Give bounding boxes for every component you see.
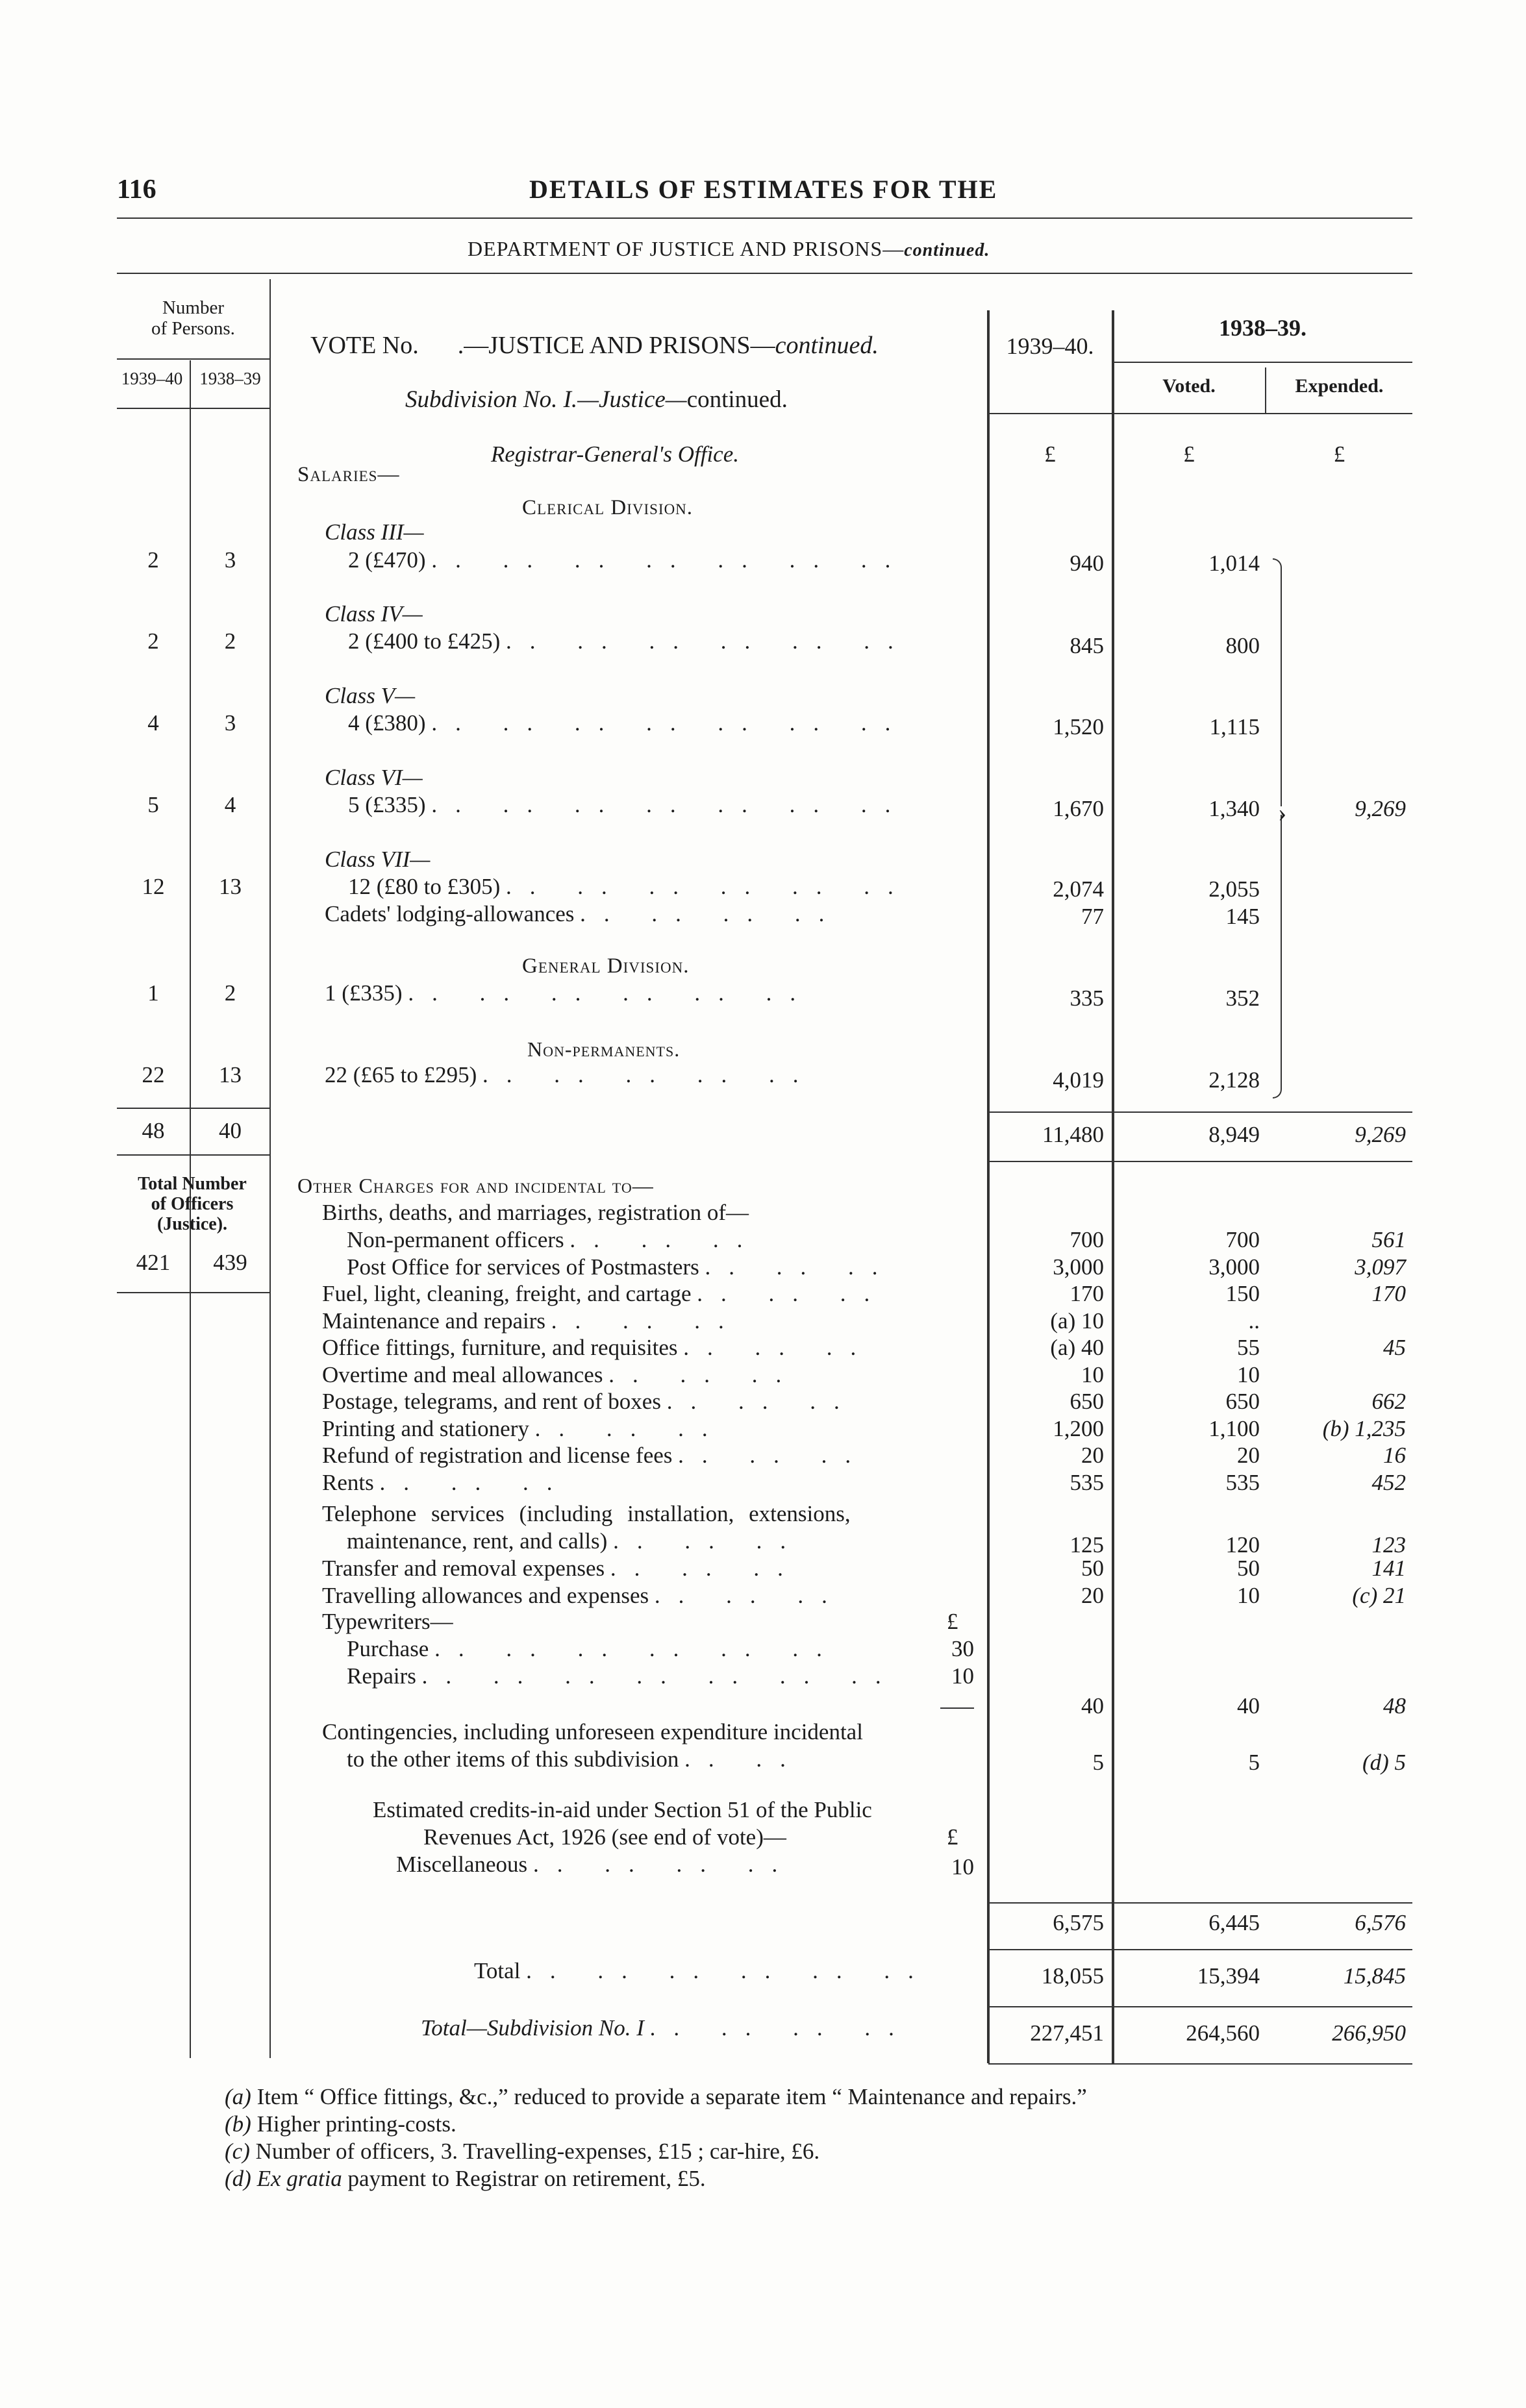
credits-amount: 10 bbox=[951, 1854, 974, 1880]
total-exp: 15,845 bbox=[1343, 1963, 1406, 1989]
subdivision-total-voted: 264,560 bbox=[1186, 2020, 1260, 2046]
row-v40: 1,200 bbox=[1053, 1415, 1104, 1441]
currency-1939: £ bbox=[1044, 441, 1056, 467]
clerical-division: Clerical Division. bbox=[522, 496, 694, 519]
salaries-total-p39: 40 bbox=[219, 1118, 242, 1143]
salaries-total-rule-money bbox=[988, 1111, 1412, 1113]
subdivision-total-exp: 266,950 bbox=[1332, 2020, 1406, 2046]
class-iii-p39: 3 bbox=[224, 547, 236, 573]
class-iv-desc: 2 (£400 to £425) .. .. .. .. .. .. bbox=[348, 628, 912, 654]
class-v-desc: 4 (£380) .. .. .. .. .. .. .. bbox=[348, 710, 909, 736]
officers-rule bbox=[117, 1292, 269, 1293]
credits-desc-1: Estimated credits-in-aid under Section 51 of the Public bbox=[373, 1797, 872, 1822]
class-iv-v40: 845 bbox=[1069, 633, 1104, 658]
typewriters-exp: 48 bbox=[1383, 1693, 1406, 1719]
repairs-amount: 10 bbox=[951, 1663, 974, 1689]
row-expended: (c) 21 bbox=[1352, 1582, 1406, 1608]
general-v40: 335 bbox=[1069, 986, 1104, 1011]
persons-year-1939: 1939–40 bbox=[121, 369, 183, 388]
page-number: 116 bbox=[117, 175, 156, 205]
vote-title: VOTE No. .—JUSTICE AND PRISONS—continued. bbox=[310, 332, 879, 359]
row-expended: 662 bbox=[1371, 1389, 1406, 1414]
row-desc: Postage, telegrams, and rent of boxes .. .. .. bbox=[322, 1389, 858, 1414]
class-iii-desc: 2 (£470) .. .. .. .. .. .. .. bbox=[348, 547, 909, 573]
credits-currency: £ bbox=[947, 1824, 958, 1850]
class-vii-v40: 2,074 bbox=[1053, 876, 1104, 902]
class-vii-label: Class VII— bbox=[325, 847, 431, 872]
row-v40: 10 bbox=[1081, 1361, 1104, 1387]
running-title: DETAILS OF ESTIMATES FOR THE bbox=[529, 175, 998, 204]
persons-head-rule bbox=[117, 358, 269, 360]
subdivision-total-v40: 227,451 bbox=[1030, 2020, 1104, 2046]
nonperm-voted: 2,128 bbox=[1208, 1067, 1260, 1093]
salaries-total-p40: 48 bbox=[142, 1118, 165, 1143]
row-v40: (a) 10 bbox=[1050, 1308, 1104, 1334]
general-desc: 1 (£335) .. .. .. .. .. .. bbox=[325, 980, 814, 1006]
births-heading: Births, deaths, and marriages, registration of— bbox=[322, 1200, 749, 1225]
department-title: DEPARTMENT OF JUSTICE AND PRISONS—continued. bbox=[468, 237, 990, 260]
row-v40: 535 bbox=[1069, 1469, 1104, 1495]
row-v40: 50 bbox=[1081, 1556, 1104, 1581]
class-iv-p40: 2 bbox=[147, 628, 159, 654]
contingencies-exp: (d) 5 bbox=[1362, 1750, 1406, 1775]
class-vi-label: Class VI— bbox=[325, 765, 423, 790]
oc-sum-rule bbox=[988, 1902, 1412, 1904]
class-vi-voted: 1,340 bbox=[1208, 796, 1260, 821]
nonperm-desc: 22 (£65 to £295) .. .. .. .. .. bbox=[325, 1062, 817, 1087]
row-desc: Fuel, light, cleaning, freight, and cartage .. .. .. bbox=[322, 1281, 888, 1306]
class-vi-p40: 5 bbox=[147, 792, 159, 817]
class-vi-desc: 5 (£335) .. .. .. .. .. .. .. bbox=[348, 792, 909, 817]
class-vii-p40: 12 bbox=[142, 874, 165, 899]
typewriters-currency: £ bbox=[947, 1609, 958, 1634]
footnote-a: (a) Item “ Office fittings, &c.,” reduced to provide a separate item “ Maintenance and repairs.” bbox=[225, 2084, 1087, 2109]
row-v40: 700 bbox=[1069, 1227, 1104, 1252]
cadets-voted: 145 bbox=[1225, 904, 1260, 929]
class-v-label: Class V— bbox=[325, 683, 416, 708]
row-voted: 3,000 bbox=[1208, 1254, 1260, 1280]
money-head-rule bbox=[988, 413, 1412, 414]
col-voted-head: Voted. bbox=[1162, 375, 1216, 397]
salaries-total-rule-persons bbox=[117, 1108, 269, 1109]
general-p40: 1 bbox=[147, 980, 159, 1006]
credits-desc-2: Revenues Act, 1926 (see end of vote)— bbox=[423, 1824, 786, 1850]
expended-brace-bottom bbox=[1273, 815, 1282, 1098]
footnote-d: (d) Ex gratia payment to Registrar on retirement, £5. bbox=[225, 2166, 706, 2191]
class-vii-voted: 2,055 bbox=[1208, 876, 1260, 902]
persons-head-rule-2 bbox=[117, 408, 269, 409]
general-voted: 352 bbox=[1225, 986, 1260, 1011]
oc-sum-rule-2 bbox=[988, 1949, 1412, 1950]
salaries-total-expended: 9,269 bbox=[1355, 1122, 1406, 1147]
row-voted: 20 bbox=[1237, 1443, 1260, 1468]
table-top-rule bbox=[117, 273, 1412, 274]
contingencies-voted: 5 bbox=[1248, 1750, 1260, 1775]
officers-n39: 439 bbox=[213, 1250, 247, 1275]
row-v40: 170 bbox=[1069, 1281, 1104, 1306]
col-expended-head: Expended. bbox=[1295, 375, 1384, 397]
currency-expended: £ bbox=[1333, 441, 1345, 467]
registrar-office: Registrar-General's Office. bbox=[491, 441, 739, 467]
year38-rule bbox=[1113, 362, 1412, 363]
row-expended: 561 bbox=[1371, 1227, 1406, 1252]
row-v40: 3,000 bbox=[1053, 1254, 1104, 1280]
class-iii-voted: 1,014 bbox=[1208, 551, 1260, 576]
row-desc: Office fittings, furniture, and requisites .. .. .. bbox=[322, 1335, 875, 1360]
total-rule bbox=[988, 2006, 1412, 2007]
typewriters-rule bbox=[940, 1707, 974, 1709]
class-iii-v40: 940 bbox=[1069, 551, 1104, 576]
row-desc: Rents .. .. .. bbox=[322, 1469, 571, 1495]
general-p39: 2 bbox=[224, 980, 236, 1006]
credits-misc-desc: Miscellaneous .. .. .. .. bbox=[396, 1852, 796, 1877]
class-iv-voted: 800 bbox=[1225, 633, 1260, 658]
telephone-desc-2: maintenance, rent, and calls) .. .. .. bbox=[347, 1528, 805, 1554]
typewriters-v40: 40 bbox=[1081, 1693, 1104, 1719]
footnote-c: (c) Number of officers, 3. Travelling-expenses, £15 ; car-hire, £6. bbox=[225, 2139, 820, 2164]
row-v40: 20 bbox=[1081, 1443, 1104, 1468]
row-desc: Transfer and removal expenses .. .. .. bbox=[322, 1556, 801, 1581]
row-voted: 535 bbox=[1225, 1469, 1260, 1495]
oc-sum-v40: 6,575 bbox=[1053, 1910, 1104, 1935]
persons-label: Number of Persons. bbox=[151, 297, 235, 339]
telephone-voted: 120 bbox=[1225, 1532, 1260, 1558]
contingencies-desc-2: to the other items of this subdivision .. .. bbox=[347, 1746, 804, 1772]
col-1939-head: 1939–40. bbox=[1006, 333, 1094, 359]
row-voted: 10 bbox=[1237, 1361, 1260, 1387]
telephone-v40: 125 bbox=[1069, 1532, 1104, 1558]
row-voted: .. bbox=[1248, 1308, 1260, 1334]
row-desc: Maintenance and repairs .. .. .. bbox=[322, 1308, 742, 1334]
row-voted: 55 bbox=[1237, 1335, 1260, 1360]
row-expended: 3,097 bbox=[1355, 1254, 1406, 1280]
contingencies-v40: 5 bbox=[1092, 1750, 1104, 1775]
subdivision-title: Subdivision No. I.—Justice—continued. bbox=[405, 386, 788, 413]
row-voted: 150 bbox=[1225, 1281, 1260, 1306]
row-voted: 700 bbox=[1225, 1227, 1260, 1252]
class-v-voted: 1,115 bbox=[1209, 714, 1260, 739]
class-v-p39: 3 bbox=[224, 710, 236, 736]
class-iii-label: Class III— bbox=[325, 519, 424, 545]
oc-sum-voted: 6,445 bbox=[1208, 1910, 1260, 1935]
class-vii-desc: 12 (£80 to £305) .. .. .. .. .. .. bbox=[348, 874, 912, 899]
officers-n40: 421 bbox=[136, 1250, 171, 1275]
row-expended: 16 bbox=[1383, 1443, 1406, 1468]
contingencies-desc-1: Contingencies, including unforeseen expenditure incidental bbox=[322, 1719, 863, 1744]
row-desc: Printing and stationery .. .. .. bbox=[322, 1415, 726, 1441]
row-voted: 1,100 bbox=[1208, 1415, 1260, 1441]
subdivision-total-label: Total—Subdivision No. I .. .. .. .. bbox=[421, 2015, 912, 2041]
footnote-b: (b) Higher printing-costs. bbox=[225, 2111, 457, 2137]
nonperm-p40: 22 bbox=[142, 1062, 165, 1087]
class-v-v40: 1,520 bbox=[1053, 714, 1104, 739]
general-division: General Division. bbox=[522, 954, 690, 978]
other-charges-heading: Other Charges for and incidental to— bbox=[297, 1174, 654, 1197]
persons-year-1938: 1938–39 bbox=[199, 369, 261, 388]
telephone-desc-1: Telephone services (including installation, extensions, bbox=[322, 1501, 851, 1526]
expended-brace-top bbox=[1273, 558, 1282, 806]
nonperm-v40: 4,019 bbox=[1053, 1067, 1104, 1093]
currency-voted: £ bbox=[1183, 441, 1195, 467]
purchase-amount: 30 bbox=[951, 1636, 974, 1661]
class-iii-p40: 2 bbox=[147, 547, 159, 573]
persons-border bbox=[269, 279, 271, 2058]
row-expended: 45 bbox=[1383, 1335, 1406, 1360]
row-expended: 170 bbox=[1371, 1281, 1406, 1306]
salaries-label: Salaries— bbox=[297, 463, 400, 486]
row-expended: 452 bbox=[1371, 1469, 1406, 1495]
class-iv-label: Class IV— bbox=[325, 601, 423, 627]
salaries-total-voted: 8,949 bbox=[1208, 1122, 1260, 1147]
typewriters-label: Typewriters— bbox=[322, 1609, 453, 1634]
row-v40: (a) 40 bbox=[1050, 1335, 1104, 1360]
total-v40: 18,055 bbox=[1041, 1963, 1104, 1989]
oc-sum-exp: 6,576 bbox=[1355, 1910, 1406, 1935]
class-iv-p39: 2 bbox=[224, 628, 236, 654]
header-rule bbox=[117, 217, 1412, 219]
row-voted: 650 bbox=[1225, 1389, 1260, 1414]
row-expended: 141 bbox=[1371, 1556, 1406, 1581]
row-voted: 10 bbox=[1237, 1582, 1260, 1608]
purchase-desc: Purchase .. .. .. .. .. .. bbox=[347, 1636, 840, 1661]
class-vii-p39: 13 bbox=[219, 874, 242, 899]
salaries-bottom-rule-money bbox=[988, 1161, 1412, 1162]
row-desc: Travelling allowances and expenses .. .. .. bbox=[322, 1582, 845, 1608]
salaries-total-v40: 11,480 bbox=[1042, 1122, 1104, 1147]
row-desc: Refund of registration and license fees .. .. .. bbox=[322, 1443, 869, 1468]
salaries-expended: 9,269 bbox=[1355, 796, 1406, 821]
row-voted: 50 bbox=[1237, 1556, 1260, 1581]
nonperm-division: Non-permanents. bbox=[527, 1037, 681, 1061]
class-v-p40: 4 bbox=[147, 710, 159, 736]
class-vi-v40: 1,670 bbox=[1053, 796, 1104, 821]
telephone-exp: 123 bbox=[1371, 1532, 1406, 1558]
row-desc: Overtime and meal allowances .. .. .. bbox=[322, 1361, 800, 1387]
row-expended: (b) 1,235 bbox=[1322, 1415, 1406, 1441]
repairs-desc: Repairs .. .. .. .. .. .. .. bbox=[347, 1663, 899, 1689]
class-vi-p39: 4 bbox=[224, 792, 236, 817]
typewriters-voted: 40 bbox=[1237, 1693, 1260, 1719]
row-desc: Non-permanent officers .. .. .. bbox=[347, 1227, 761, 1252]
col-1938-head: 1938–39. bbox=[1219, 315, 1307, 341]
nonperm-p39: 13 bbox=[219, 1062, 242, 1087]
table-bottom-rule bbox=[988, 2063, 1412, 2065]
row-v40: 20 bbox=[1081, 1582, 1104, 1608]
row-desc: Post Office for services of Postmasters .. .. .. bbox=[347, 1254, 896, 1280]
total-label: Total .. .. .. .. .. .. bbox=[474, 1958, 932, 1983]
salaries-bottom-rule-persons bbox=[117, 1154, 269, 1156]
cadets-desc: Cadets' lodging-allowances .. .. .. .. bbox=[325, 901, 843, 926]
row-v40: 650 bbox=[1069, 1389, 1104, 1414]
officers-label: Total Number of Officers (Justice). bbox=[138, 1174, 247, 1234]
cadets-v40: 77 bbox=[1081, 904, 1104, 929]
total-voted: 15,394 bbox=[1197, 1963, 1260, 1989]
expended-brace-point: › bbox=[1278, 798, 1287, 827]
